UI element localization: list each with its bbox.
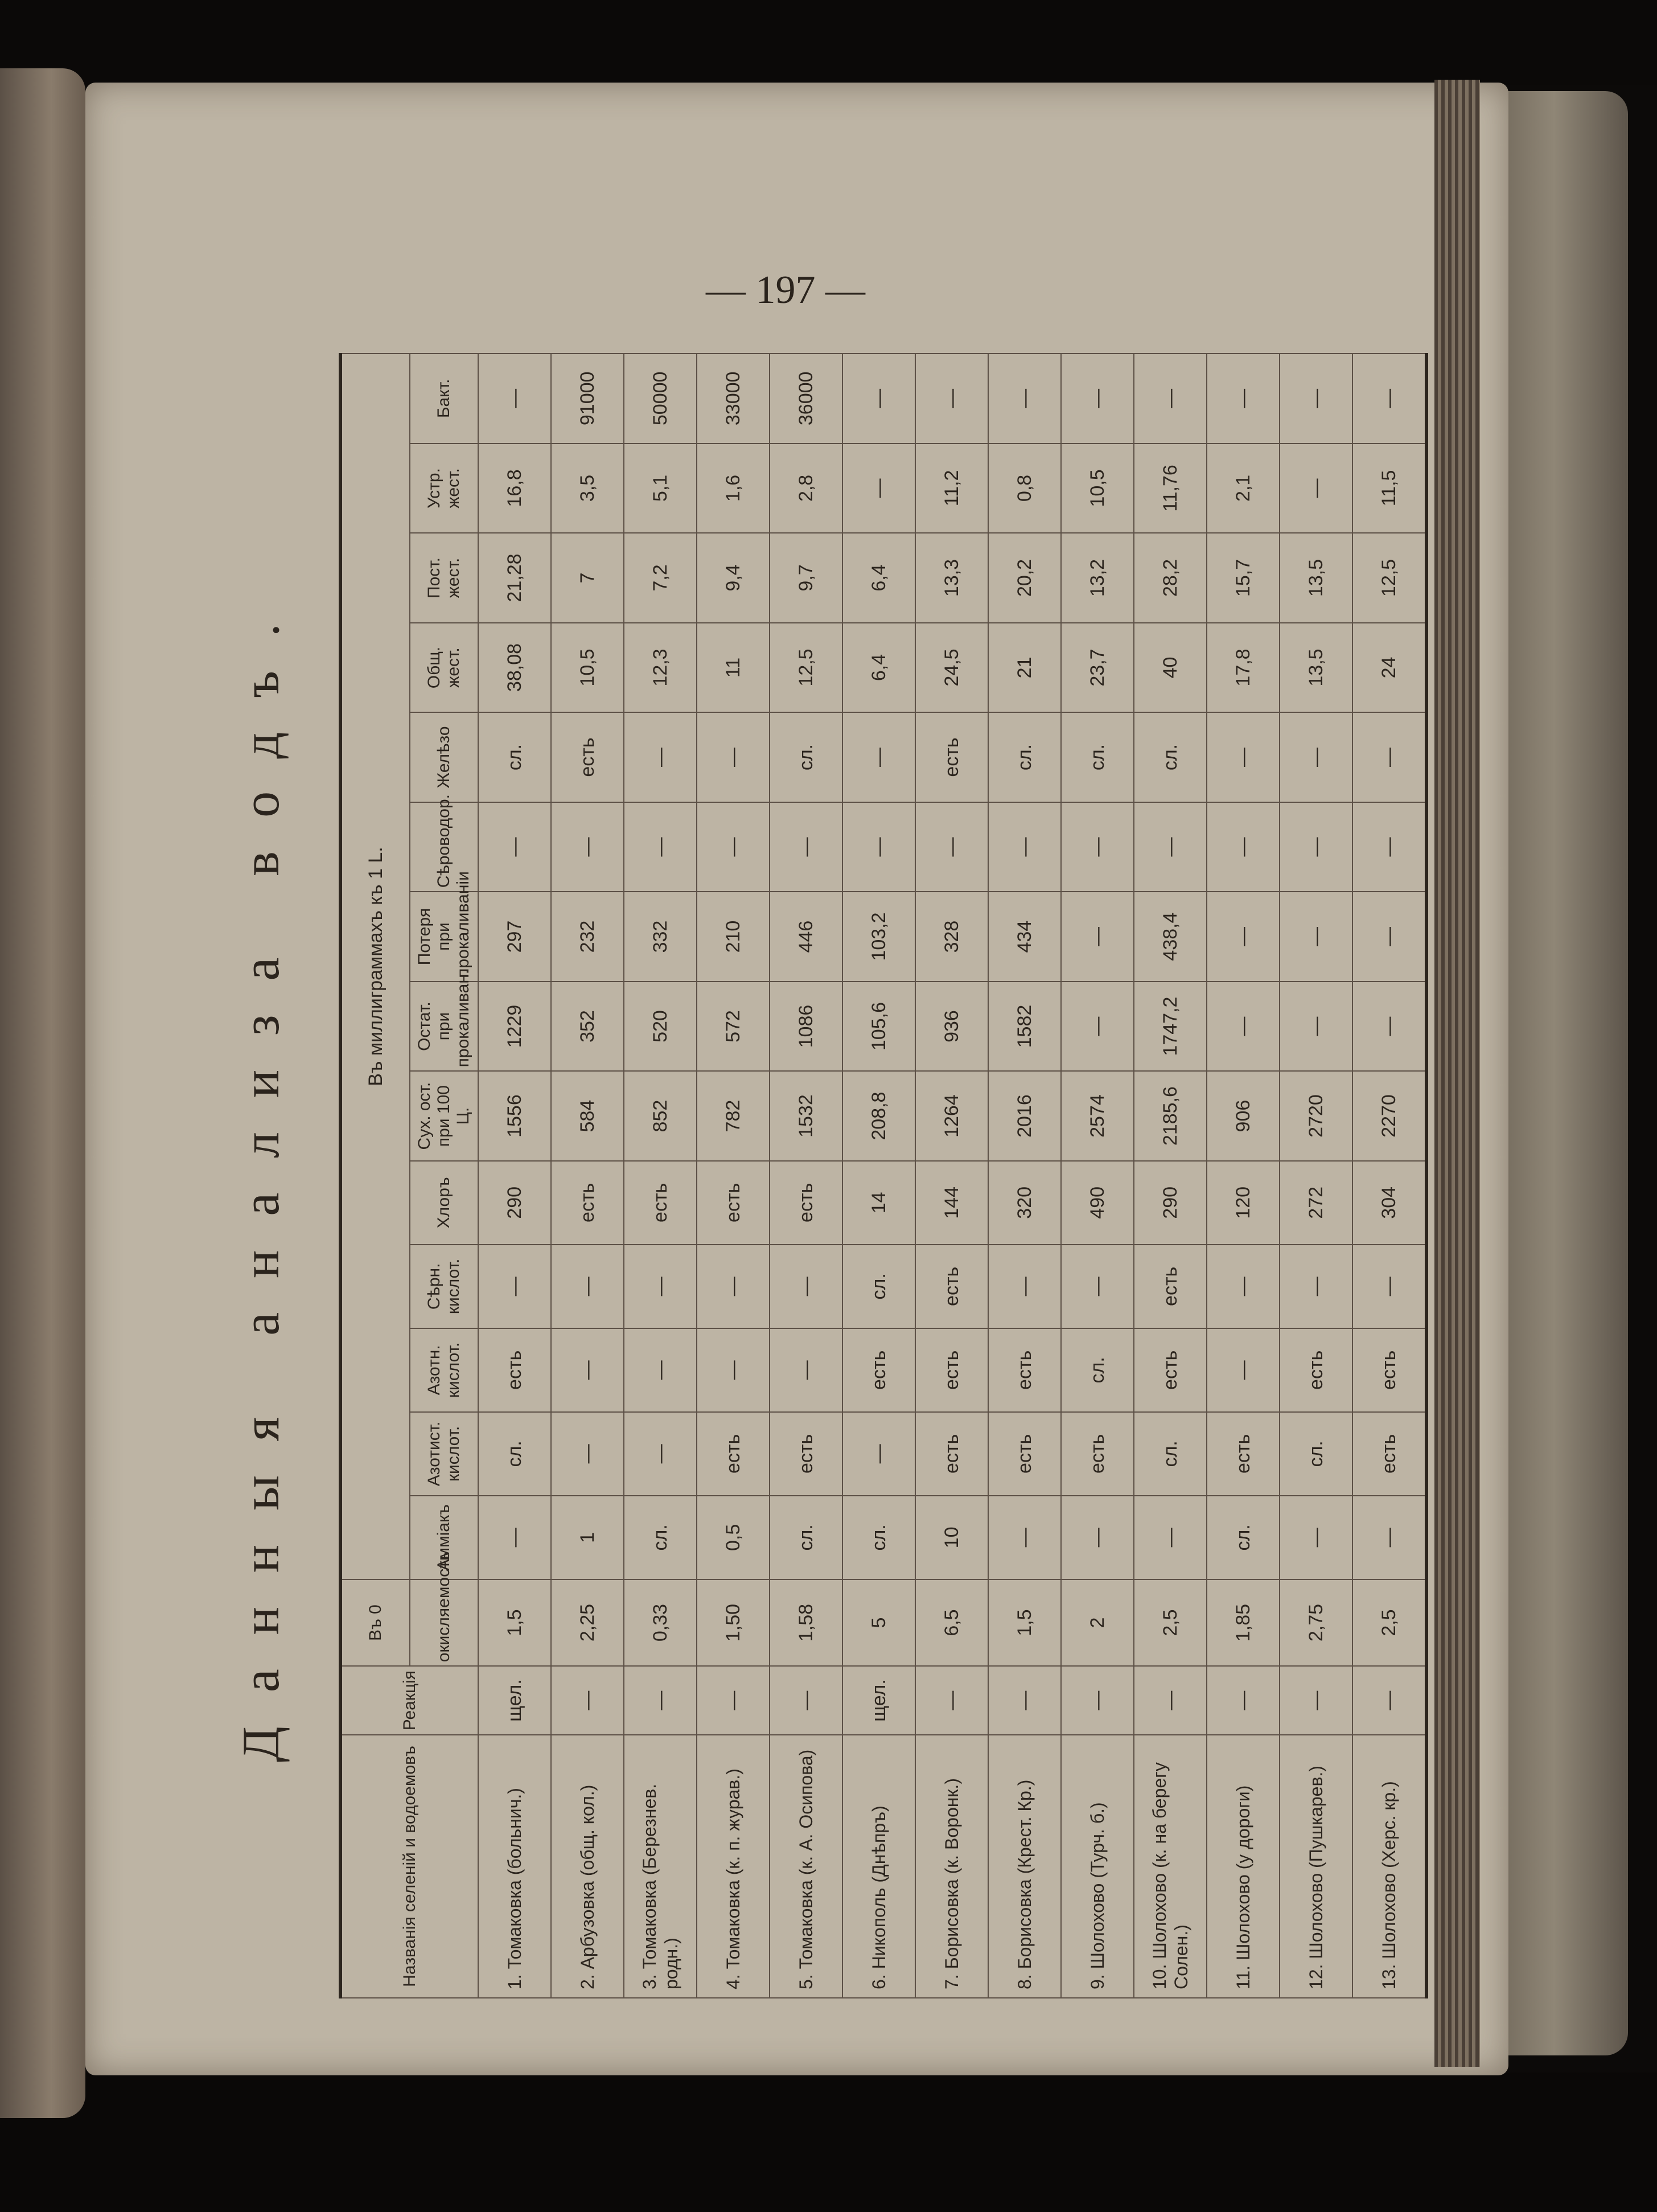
table-cell: 1264: [915, 1071, 988, 1161]
table-cell: —: [842, 1412, 915, 1496]
background-bottom: [0, 2073, 1657, 2212]
table-cell: 38,08: [478, 623, 551, 713]
table-cell: —: [551, 1666, 624, 1735]
table-cell: есть: [842, 1328, 915, 1412]
table-cell-name: 6. Никополь (Днѣпръ): [842, 1735, 915, 1998]
header-col: Остат. при прокаливан.: [410, 982, 478, 1072]
table-cell: —: [988, 1496, 1061, 1579]
table-cell: 446: [770, 892, 842, 982]
table-cell: —: [1352, 892, 1426, 982]
table-cell: 1086: [770, 982, 842, 1072]
table-cell-name: 9. Шолохово (Турч. б.): [1061, 1735, 1134, 1998]
table-cell: 906: [1207, 1071, 1280, 1161]
table-cell: —: [478, 1245, 551, 1328]
header-col: Устр. жест.: [410, 444, 478, 533]
table-cell: —: [551, 1412, 624, 1496]
table-cell: есть: [478, 1328, 551, 1412]
header-col: Сѣроводор.: [410, 802, 478, 892]
table-cell: есть: [770, 1412, 842, 1496]
table-cell: —: [1061, 802, 1134, 892]
table-cell: —: [1134, 1666, 1207, 1735]
table-cell: —: [770, 1666, 842, 1735]
table-cell: —: [1352, 354, 1426, 444]
table-cell: 272: [1280, 1161, 1352, 1245]
table-cell: 520: [624, 982, 697, 1072]
table-cell: есть: [1134, 1245, 1207, 1328]
rotated-content: [208, 353, 1403, 1998]
table-cell: —: [1207, 1666, 1280, 1735]
table-cell: 15,7: [1207, 533, 1280, 623]
table-cell: 10,5: [551, 623, 624, 713]
table-cell: 2,5: [1352, 1579, 1426, 1666]
table-row: [1134, 354, 1207, 1998]
table-cell: —: [697, 802, 770, 892]
table-cell: —: [1352, 1666, 1426, 1735]
table-cell: сл.: [478, 1412, 551, 1496]
table-cell: есть: [1352, 1328, 1426, 1412]
table-cell: 36000: [770, 354, 842, 444]
table-cell: —: [770, 802, 842, 892]
table-cell: сл.: [478, 712, 551, 802]
table-cell: 14: [842, 1161, 915, 1245]
table-row: [624, 354, 697, 1998]
table-cell: —: [1352, 1496, 1426, 1579]
table-cell: —: [478, 1496, 551, 1579]
page-stack-edge: [1434, 80, 1480, 2067]
header-col: Желѣзо: [410, 712, 478, 802]
table-cell: 232: [551, 892, 624, 982]
header-col: Сѣрн. кислот.: [410, 1245, 478, 1328]
table-cell: 352: [551, 982, 624, 1072]
table-cell: 290: [1134, 1161, 1207, 1245]
table-cell: —: [1134, 802, 1207, 892]
table-cell: 6,4: [842, 623, 915, 713]
table-cell: 12,5: [1352, 533, 1426, 623]
table-cell: —: [1352, 982, 1426, 1072]
table-row: [842, 354, 915, 1998]
table-cell: 13,5: [1280, 533, 1352, 623]
table-cell: —: [1280, 354, 1352, 444]
header-col: Общ. жест.: [410, 623, 478, 713]
table-cell: 2,1: [1207, 444, 1280, 533]
table-row: [1061, 354, 1134, 1998]
table-cell: 438,4: [1134, 892, 1207, 982]
table-cell: —: [1207, 354, 1280, 444]
table-cell: 210: [697, 892, 770, 982]
table-cell: сл.: [1280, 1412, 1352, 1496]
table-cell: 290: [478, 1161, 551, 1245]
table-cell: есть: [915, 1245, 988, 1328]
table-cell: 2,75: [1280, 1579, 1352, 1666]
table-row: [1207, 354, 1280, 1998]
header-col: Аммiакъ: [410, 1496, 478, 1579]
table-cell: —: [1207, 1245, 1280, 1328]
header-col: Азотн. кислот.: [410, 1328, 478, 1412]
table-cell: —: [697, 1666, 770, 1735]
table-cell: есть: [988, 1328, 1061, 1412]
table-cell: —: [1061, 1245, 1134, 1328]
table-cell-name: 3. Томаковка (Березнев. родн.): [624, 1735, 697, 1998]
table-cell: —: [770, 1328, 842, 1412]
table-row: [478, 354, 551, 1998]
table-cell: 936: [915, 982, 988, 1072]
table-cell: есть: [551, 1161, 624, 1245]
table-cell: 11,5: [1352, 444, 1426, 533]
table-cell: —: [1134, 1496, 1207, 1579]
table-cell: 5,1: [624, 444, 697, 533]
table-cell: —: [842, 444, 915, 533]
table-row: [697, 354, 770, 1998]
table-cell: —: [1061, 354, 1134, 444]
table-cell: —: [624, 1412, 697, 1496]
table-cell: 5: [842, 1579, 915, 1666]
table-cell: 2: [1061, 1579, 1134, 1666]
table-cell: щел.: [842, 1666, 915, 1735]
table-cell: —: [624, 1245, 697, 1328]
table-cell: —: [988, 802, 1061, 892]
table-cell: 103,2: [842, 892, 915, 982]
table-cell: 208,8: [842, 1071, 915, 1161]
table-cell: 1,5: [478, 1579, 551, 1666]
table-cell: —: [770, 1245, 842, 1328]
table-cell: 9,7: [770, 533, 842, 623]
table-cell: —: [988, 354, 1061, 444]
table-cell: —: [624, 1328, 697, 1412]
table-row: [988, 354, 1061, 1998]
table-cell: 13,5: [1280, 623, 1352, 713]
table-cell: 24,5: [915, 623, 988, 713]
table-cell: 2270: [1352, 1071, 1426, 1161]
table-cell: есть: [1352, 1412, 1426, 1496]
table-cell: 1229: [478, 982, 551, 1072]
table-cell: 12,3: [624, 623, 697, 713]
table-cell-name: 8. Борисовка (Крест. Кр.): [988, 1735, 1061, 1998]
table-cell: —: [478, 354, 551, 444]
table-cell: 1,5: [988, 1579, 1061, 1666]
table-cell: 2016: [988, 1071, 1061, 1161]
table-cell: —: [624, 1666, 697, 1735]
header-oxid: окисляемость: [410, 1579, 478, 1666]
table-cell: 2,25: [551, 1579, 624, 1666]
table-cell: —: [1280, 444, 1352, 533]
table-cell: щел.: [478, 1666, 551, 1735]
table-cell: —: [915, 1666, 988, 1735]
table-cell: 9,4: [697, 533, 770, 623]
table-cell: есть: [1061, 1412, 1134, 1496]
background-top: [0, 0, 1657, 85]
table-cell: —: [697, 1245, 770, 1328]
header-col: Азотист. кислот.: [410, 1412, 478, 1496]
header-col: Потеря при прокаливаніи: [410, 892, 478, 982]
table-cell-name: 11. Шолохово (у дороги): [1207, 1735, 1280, 1998]
table-cell: есть: [551, 712, 624, 802]
table-cell: 120: [1207, 1161, 1280, 1245]
table-cell: 572: [697, 982, 770, 1072]
table-cell: 10: [915, 1496, 988, 1579]
table-cell-name: 1. Томаковка (больнич.): [478, 1735, 551, 1998]
header-col: Бакт.: [410, 354, 478, 444]
table-cell: 852: [624, 1071, 697, 1161]
table-cell: 2185,6: [1134, 1071, 1207, 1161]
table-cell-name: 10. Шолохово (к. на берегу Солен.): [1134, 1735, 1207, 1998]
previous-page-edge: [0, 68, 85, 2118]
table-cell: 6,4: [842, 533, 915, 623]
table-cell: 28,2: [1134, 533, 1207, 623]
table-cell: —: [551, 802, 624, 892]
table-cell: есть: [1280, 1328, 1352, 1412]
table-cell: —: [1207, 712, 1280, 802]
table-cell: 11,76: [1134, 444, 1207, 533]
water-analysis-table: [339, 353, 1428, 1998]
table-cell: —: [1280, 712, 1352, 802]
table-cell: сл.: [1207, 1496, 1280, 1579]
table-cell: —: [988, 1666, 1061, 1735]
table-cell-name: 4. Томаковка (к. п. журав.): [697, 1735, 770, 1998]
table-cell: —: [551, 1328, 624, 1412]
table-cell: есть: [915, 1328, 988, 1412]
header-reaction: Реакція: [340, 1666, 478, 1735]
table-cell: 24: [1352, 623, 1426, 713]
table-cell: 20,2: [988, 533, 1061, 623]
table-cell: 0,33: [624, 1579, 697, 1666]
table-cell: 2574: [1061, 1071, 1134, 1161]
table-cell: 7: [551, 533, 624, 623]
table-cell: 2720: [1280, 1071, 1352, 1161]
table-cell: 6,5: [915, 1579, 988, 1666]
table-cell: 332: [624, 892, 697, 982]
table-cell: 0,8: [988, 444, 1061, 533]
table-row: [1280, 354, 1352, 1998]
table-cell: —: [551, 1245, 624, 1328]
table-cell: —: [1280, 1245, 1352, 1328]
table-cell: сл.: [842, 1496, 915, 1579]
table-cell: сл.: [842, 1245, 915, 1328]
table-cell: 1532: [770, 1071, 842, 1161]
table-cell: 10,5: [1061, 444, 1134, 533]
table-cell: 105,6: [842, 982, 915, 1072]
table-cell: 1,58: [770, 1579, 842, 1666]
table-cell: 782: [697, 1071, 770, 1161]
table-cell: —: [1061, 1496, 1134, 1579]
table-body: [478, 354, 1426, 1998]
table-cell: 1,85: [1207, 1579, 1280, 1666]
table-cell-name: 2. Арбузовка (общ. кол.): [551, 1735, 624, 1998]
table-cell: —: [842, 712, 915, 802]
table-cell: —: [915, 354, 988, 444]
table-cell: —: [624, 712, 697, 802]
table-cell: 33000: [697, 354, 770, 444]
table-cell: сл.: [1061, 712, 1134, 802]
table-cell: 1556: [478, 1071, 551, 1161]
table-cell: 7,2: [624, 533, 697, 623]
table-cell: 1,6: [697, 444, 770, 533]
table-cell: есть: [915, 1412, 988, 1496]
table-cell: —: [1134, 354, 1207, 444]
table-cell: —: [1280, 1666, 1352, 1735]
table-cell: —: [842, 802, 915, 892]
table-cell: —: [1280, 802, 1352, 892]
table-cell: —: [1207, 1328, 1280, 1412]
table-cell: сл.: [770, 712, 842, 802]
table-cell: сл.: [988, 712, 1061, 802]
table-cell: 11,2: [915, 444, 988, 533]
table-row: [915, 354, 988, 1998]
table-cell: —: [1061, 1666, 1134, 1735]
table-cell: 320: [988, 1161, 1061, 1245]
table-cell: —: [842, 354, 915, 444]
rotated-content-area: [208, 353, 1403, 1998]
table-cell: 2,8: [770, 444, 842, 533]
header-mg-note: Въ миллиграммахъ къ 1 L.: [340, 354, 410, 1579]
table-cell: 16,8: [478, 444, 551, 533]
table-cell: —: [915, 802, 988, 892]
table-cell: есть: [915, 712, 988, 802]
table-cell: —: [697, 1328, 770, 1412]
table-cell: сл.: [624, 1496, 697, 1579]
table-cell: 11: [697, 623, 770, 713]
table-cell: —: [697, 712, 770, 802]
header-col: Сух. ост. при 100 Ц.: [410, 1071, 478, 1161]
table-cell: 1,50: [697, 1579, 770, 1666]
table-cell: —: [1061, 982, 1134, 1072]
table-cell: —: [1207, 982, 1280, 1072]
table-cell: —: [1280, 1496, 1352, 1579]
table-cell: сл.: [1134, 712, 1207, 802]
table-row: [1352, 354, 1426, 1998]
table-cell: 13,2: [1061, 533, 1134, 623]
table-cell: 490: [1061, 1161, 1134, 1245]
table-cell: 3,5: [551, 444, 624, 533]
table-cell-name: 5. Томаковка (к. А. Осипова): [770, 1735, 842, 1998]
table-cell: 328: [915, 892, 988, 982]
table-cell: есть: [1207, 1412, 1280, 1496]
table-cell: —: [624, 802, 697, 892]
table-cell: 144: [915, 1161, 988, 1245]
table-cell: —: [1280, 892, 1352, 982]
table-cell: 584: [551, 1071, 624, 1161]
table-cell: 2,5: [1134, 1579, 1207, 1666]
table-cell: —: [478, 802, 551, 892]
table-cell: 17,8: [1207, 623, 1280, 713]
header-oxid-pre: Въ 0: [340, 1579, 410, 1666]
table-cell: —: [1207, 892, 1280, 982]
table-row: [551, 354, 624, 1998]
table-cell: 1747,2: [1134, 982, 1207, 1072]
table-cell: есть: [1134, 1328, 1207, 1412]
table-cell: 297: [478, 892, 551, 982]
table-cell: 1582: [988, 982, 1061, 1072]
table-cell: 434: [988, 892, 1061, 982]
table-cell: сл.: [770, 1496, 842, 1579]
table-row: [770, 354, 842, 1998]
table-cell: есть: [697, 1161, 770, 1245]
table-cell: есть: [988, 1412, 1061, 1496]
header-col: Хлоръ: [410, 1161, 478, 1245]
table-cell: есть: [624, 1161, 697, 1245]
table-cell: 23,7: [1061, 623, 1134, 713]
table-cell: есть: [770, 1161, 842, 1245]
table-title: Данныя анализа водъ.: [232, 589, 290, 1762]
table-cell: —: [1061, 892, 1134, 982]
table-cell-name: 12. Шолохово (Пушкарев.): [1280, 1735, 1352, 1998]
table-cell-name: 13. Шолохово (Херс. кр.): [1352, 1735, 1426, 1998]
table-cell: —: [1207, 802, 1280, 892]
table-cell-name: 7. Борисовка (к. Воронк.): [915, 1735, 988, 1998]
header-col: Пост. жест.: [410, 533, 478, 623]
table-cell: сл.: [1134, 1412, 1207, 1496]
table-cell: —: [1280, 982, 1352, 1072]
table-cell: сл.: [1061, 1328, 1134, 1412]
table-cell: —: [1352, 712, 1426, 802]
table-cell: —: [1352, 802, 1426, 892]
table-cell: —: [988, 1245, 1061, 1328]
table-cell: 50000: [624, 354, 697, 444]
page-number: — 197 —: [706, 268, 865, 312]
header-name: Названія селеній и водоемовъ: [340, 1735, 478, 1998]
table-cell: 21,28: [478, 533, 551, 623]
table-cell: 12,5: [770, 623, 842, 713]
table-cell: 0,5: [697, 1496, 770, 1579]
table-cell: 1: [551, 1496, 624, 1579]
table-cell: 91000: [551, 354, 624, 444]
table-cell: 40: [1134, 623, 1207, 713]
table-cell: —: [1352, 1245, 1426, 1328]
table-cell: 304: [1352, 1161, 1426, 1245]
table-cell: 13,3: [915, 533, 988, 623]
table-cell: есть: [697, 1412, 770, 1496]
table-cell: 21: [988, 623, 1061, 713]
